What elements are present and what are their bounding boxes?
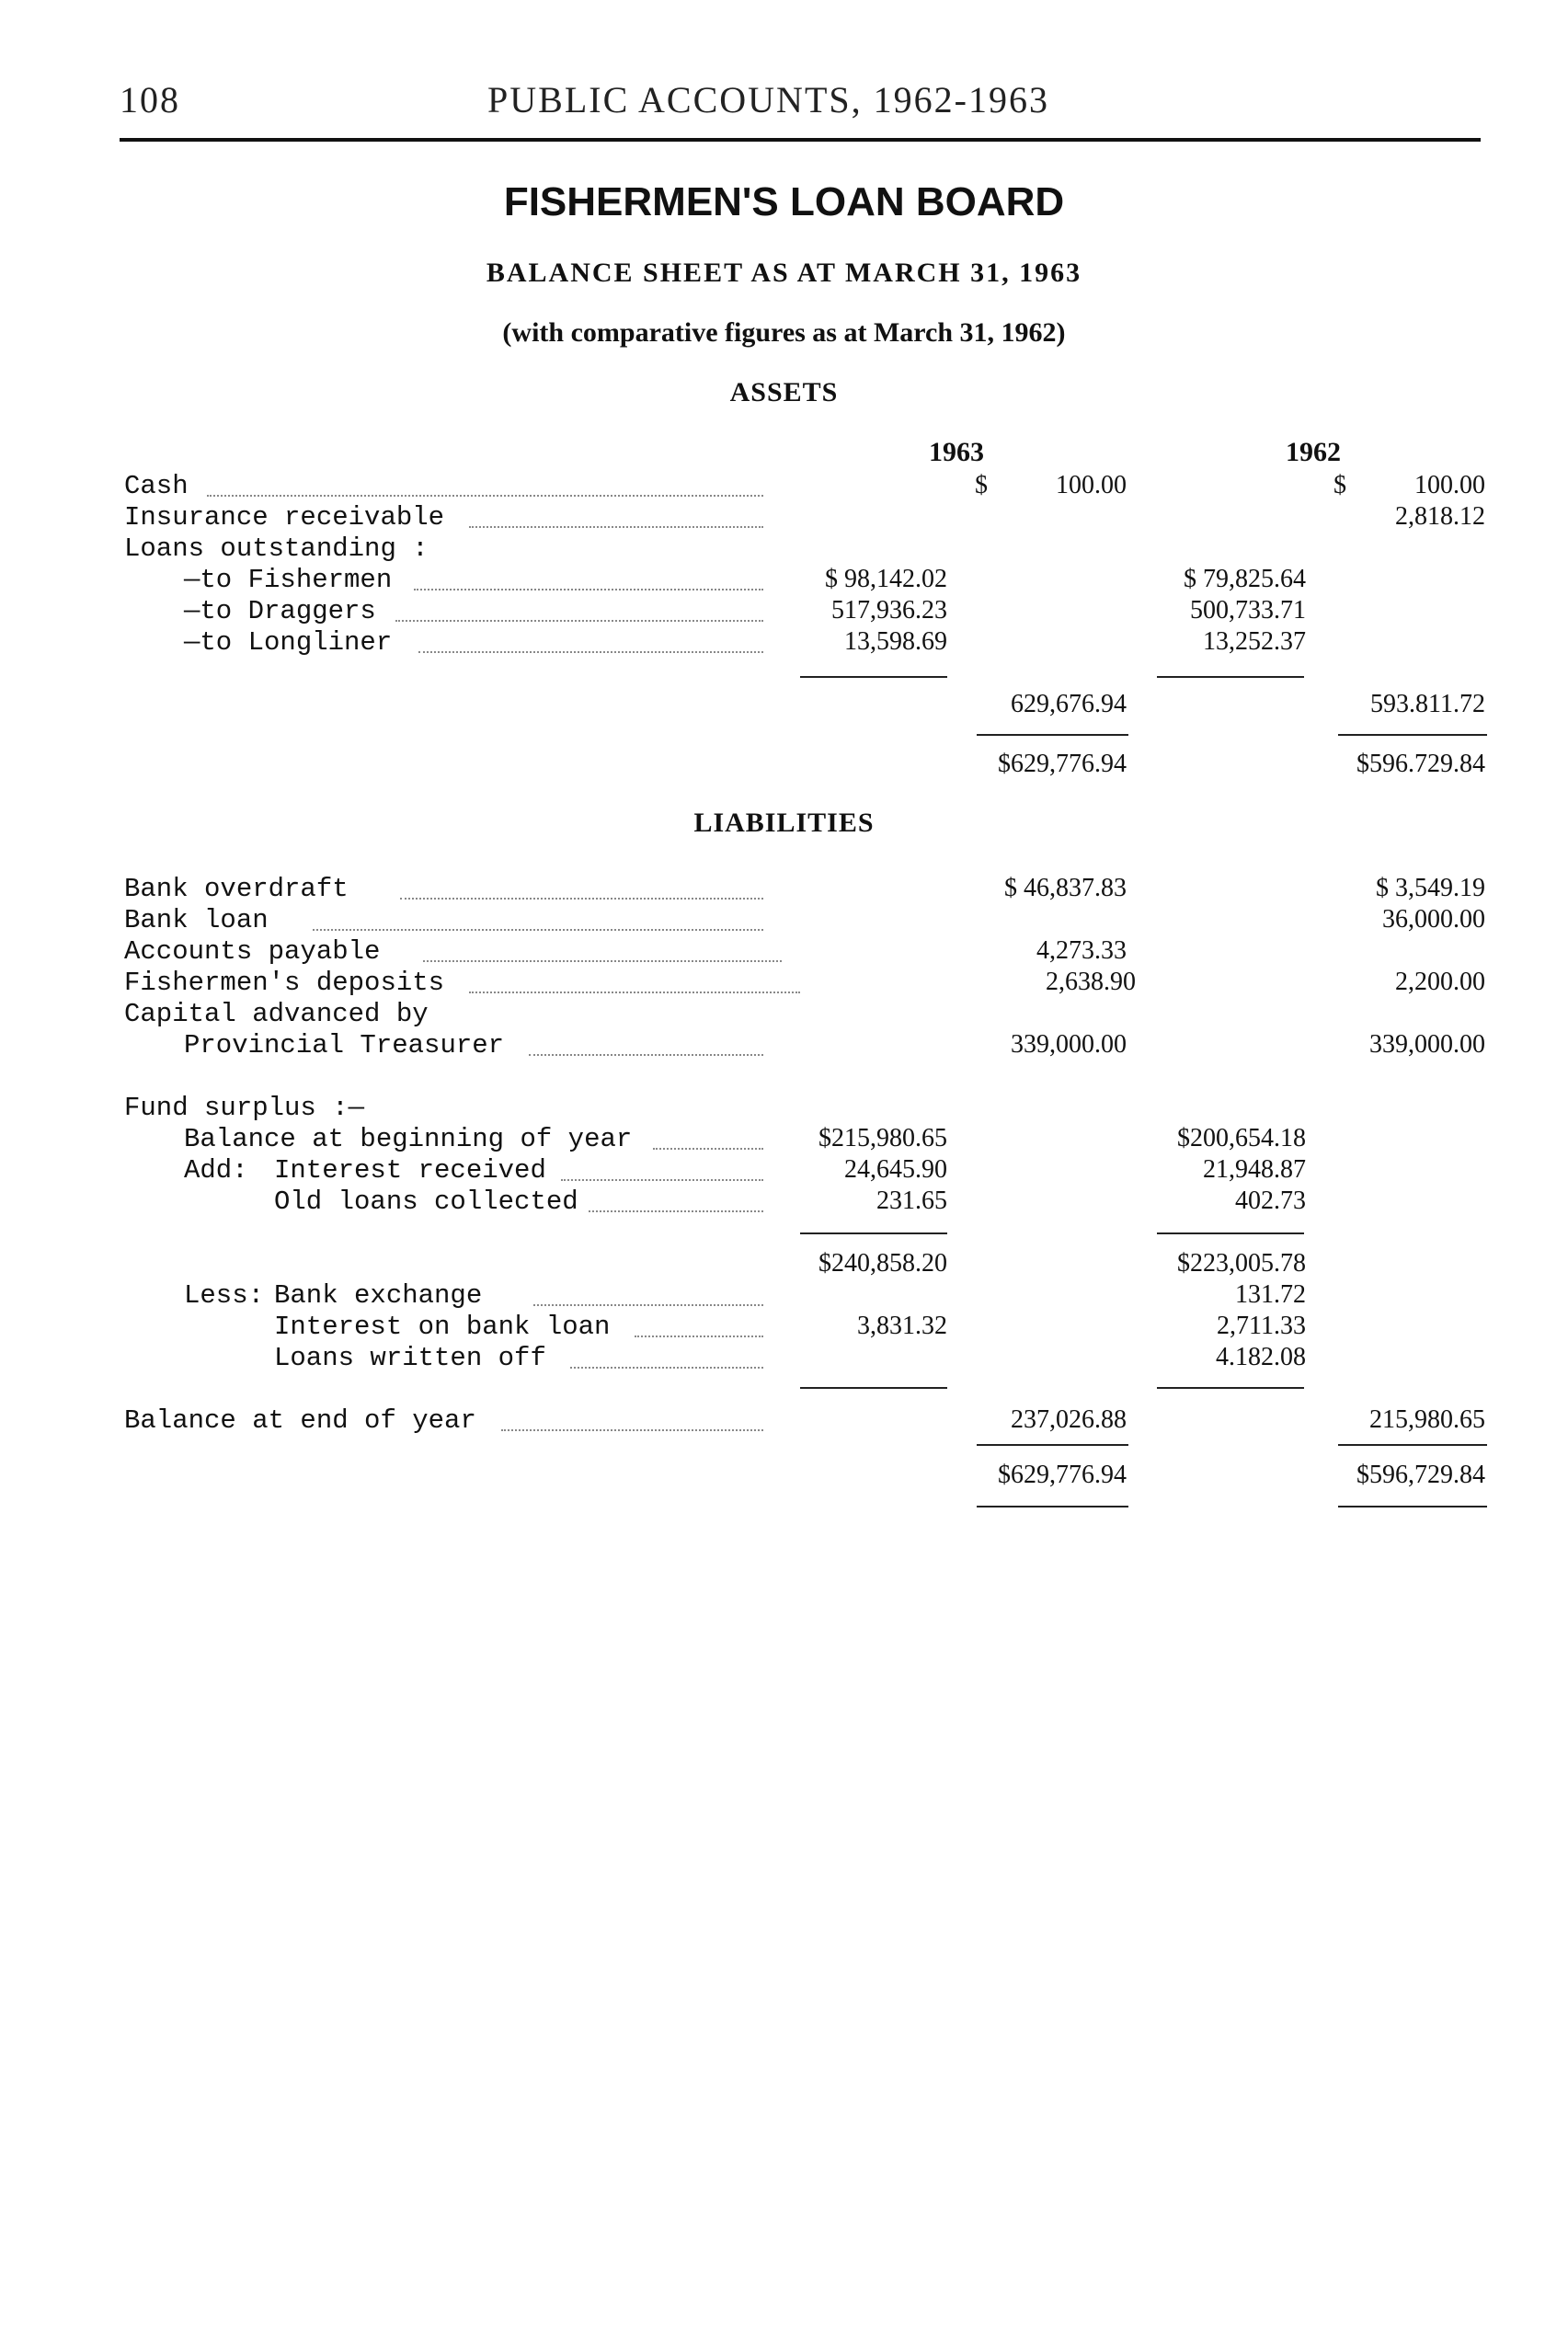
fishermens-deposits-1962: 2,200.00	[1395, 968, 1485, 996]
fund-surplus-heading: Fund surplus :—	[124, 1093, 365, 1123]
interest-received-1963: 24,645.90	[844, 1155, 947, 1184]
bank-overdraft-label: Bank overdraft	[124, 874, 349, 904]
longliner-1962: 13,252.37	[1203, 627, 1306, 656]
sum-rule	[1338, 734, 1487, 736]
sum-rule	[800, 1232, 947, 1234]
less-prefix: Less:	[184, 1280, 265, 1311]
leader-dots	[570, 1367, 763, 1369]
document-subtitle: BALANCE SHEET AS AT MARCH 31, 1963	[486, 258, 1082, 288]
column-1962-heading: 1962	[1286, 437, 1341, 467]
fishermens-deposits-1963: 2,638.90	[1046, 968, 1136, 996]
subtotal-1962: $223,005.78	[1177, 1249, 1306, 1278]
loans-written-off-1962: 4.182.08	[1216, 1343, 1306, 1371]
old-loans-label: Old loans collected	[274, 1186, 578, 1217]
document-title: FISHERMEN'S LOAN BOARD	[503, 179, 1065, 224]
capital-1963: 339,000.00	[1011, 1030, 1127, 1059]
sum-rule	[1338, 1444, 1487, 1446]
comparative-note: (with comparative figures as at March 31, 1962)	[502, 317, 1066, 348]
old-loans-1962: 402.73	[1235, 1186, 1306, 1215]
dollar-sign: $	[1333, 471, 1346, 499]
assets-heading: ASSETS	[729, 377, 839, 407]
interest-bank-loan-1963: 3,831.32	[857, 1312, 947, 1340]
sum-rule	[977, 734, 1128, 736]
loans-heading: Loans outstanding :	[124, 533, 429, 564]
total-double-rule	[977, 1506, 1128, 1507]
leader-dots	[501, 1429, 763, 1431]
leader-dots	[533, 1304, 763, 1306]
longliner-label: —to Longliner	[184, 627, 393, 658]
leader-dots	[423, 960, 782, 962]
balance-beginning-1962: $200,654.18	[1177, 1124, 1306, 1152]
bank-overdraft-1962: $ 3,549.19	[1376, 874, 1485, 902]
add-prefix: Add:	[184, 1155, 248, 1186]
sum-rule	[1157, 676, 1304, 678]
column-1963-heading: 1963	[929, 437, 984, 467]
dollar-sign: $	[975, 471, 988, 499]
insurance-1962: 2,818.12	[1395, 502, 1485, 531]
bank-overdraft-1963: $ 46,837.83	[1004, 874, 1127, 902]
capital-advanced-label: Capital advanced by	[124, 999, 429, 1029]
balance-beginning-label: Balance at beginning of year	[184, 1124, 633, 1154]
cash-1963: 100.00	[1056, 471, 1127, 499]
liabilities-total-1962: $596,729.84	[1356, 1461, 1485, 1489]
provincial-treasurer-label: Provincial Treasurer	[184, 1030, 505, 1060]
bank-exchange-label: Bank exchange	[274, 1280, 483, 1311]
leader-dots	[207, 495, 763, 497]
loans-total-1963: 629,676.94	[1011, 690, 1127, 718]
sum-rule	[1157, 1387, 1304, 1389]
sum-rule	[977, 1444, 1128, 1446]
interest-bank-loan-1962: 2,711.33	[1217, 1312, 1306, 1340]
accounts-payable-1963: 4,273.33	[1036, 936, 1127, 965]
leader-dots	[529, 1054, 763, 1056]
bank-loan-label: Bank loan	[124, 905, 269, 935]
balance-beginning-1963: $215,980.65	[818, 1124, 947, 1152]
sum-rule	[800, 676, 947, 678]
balance-end-1963: 237,026.88	[1011, 1405, 1127, 1434]
interest-bank-loan-label: Interest on bank loan	[274, 1312, 611, 1342]
liabilities-heading: LIABILITIES	[693, 808, 875, 838]
loans-written-off-label: Loans written off	[274, 1343, 546, 1373]
total-double-rule	[1338, 1506, 1487, 1507]
insurance-label: Insurance receivable	[124, 502, 445, 533]
longliner-1963: 13,598.69	[844, 627, 947, 656]
leader-dots	[400, 898, 763, 900]
cash-label: Cash	[124, 471, 189, 501]
fishermens-deposits-label: Fishermen's deposits	[124, 968, 445, 998]
balance-end-label: Balance at end of year	[124, 1405, 476, 1436]
fishermen-1962: $ 79,825.64	[1184, 565, 1306, 593]
interest-received-1962: 21,948.87	[1203, 1155, 1306, 1184]
header-rule	[120, 138, 1481, 142]
page-number: 108	[120, 79, 180, 120]
draggers-1963: 517,936.23	[831, 596, 947, 625]
assets-total-1963: $629,776.94	[998, 750, 1127, 778]
liabilities-total-1963: $629,776.94	[998, 1461, 1127, 1489]
assets-total-1962: $596.729.84	[1356, 750, 1485, 778]
cash-1962: 100.00	[1414, 471, 1485, 499]
capital-1962: 339,000.00	[1369, 1030, 1485, 1059]
bank-exchange-1962: 131.72	[1235, 1280, 1306, 1309]
sum-rule	[800, 1387, 947, 1389]
fishermen-1963: $ 98,142.02	[825, 565, 947, 593]
accounts-payable-label: Accounts payable	[124, 936, 381, 967]
balance-end-1962: 215,980.65	[1369, 1405, 1485, 1434]
running-title: PUBLIC ACCOUNTS, 1962-1963	[487, 79, 1049, 120]
draggers-1962: 500,733.71	[1190, 596, 1306, 625]
old-loans-1963: 231.65	[876, 1186, 947, 1215]
fishermen-label: —to Fishermen	[184, 565, 393, 595]
loans-total-1962: 593.811.72	[1370, 690, 1485, 718]
draggers-label: —to Draggers	[184, 596, 376, 626]
subtotal-1963: $240,858.20	[818, 1249, 947, 1278]
bank-loan-1962: 36,000.00	[1382, 905, 1485, 934]
leader-dots	[469, 992, 800, 993]
leader-dots	[469, 526, 763, 528]
interest-received-label: Interest received	[274, 1155, 546, 1186]
leader-dots	[313, 929, 763, 931]
sum-rule	[1157, 1232, 1304, 1234]
